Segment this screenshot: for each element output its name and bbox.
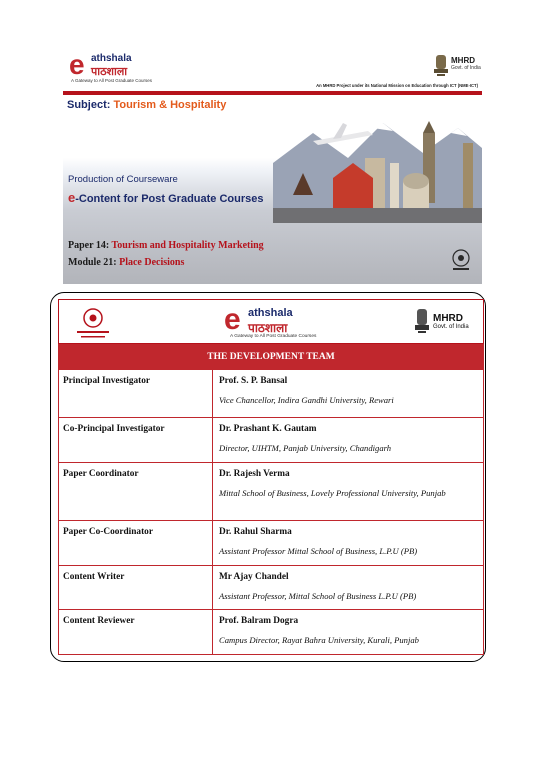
column-divider: [212, 521, 213, 565]
module-line: [68, 257, 184, 268]
role-label: Content Writer: [63, 572, 125, 582]
column-divider: [212, 370, 213, 417]
column-divider: [212, 463, 213, 520]
mhrd-subtitle: Govt. of India: [433, 324, 469, 330]
logo-tagline: A Gateway to All Post Graduate Courses: [230, 334, 317, 339]
role-label: Paper Coordinator: [63, 469, 139, 479]
member-designation: Assistant Professor Mittal School of Business, L.P.U (PB): [219, 546, 418, 556]
member-designation: Assistant Professor, Mittal School of Business L.P.U (PB): [219, 591, 417, 601]
development-team-table: [58, 299, 484, 655]
ugc-logo-icon: [67, 307, 119, 341]
team-row-paper-coordinator: [58, 463, 484, 521]
national-emblem-icon: [414, 307, 430, 337]
column-divider: [212, 566, 213, 609]
mhrd-subtitle: Govt. of India: [451, 65, 481, 71]
team-row-paper-co-coordinator: [58, 521, 484, 566]
banner-red-bar: [63, 91, 482, 95]
column-divider: [212, 418, 213, 462]
mhrd-logo: [414, 307, 480, 341]
module-label: Module 21:: [68, 257, 117, 268]
econtent-text: [68, 190, 263, 205]
econtent-label: -Content for Post Graduate Courses: [75, 193, 264, 205]
production-text: Production of Courseware: [68, 174, 178, 185]
ugc-emblem-icon: [449, 249, 473, 271]
role-label: Paper Co-Coordinator: [63, 527, 153, 537]
team-row-principal-investigator: [58, 370, 484, 418]
member-designation: Vice Chancellor, Indira Gandhi University, Rewari: [219, 395, 394, 405]
paper-title: Tourism and Hospitality Marketing: [111, 240, 264, 251]
mission-text: An MHRD Project under its National Mission on Education through ICT (NME-ICT): [316, 83, 478, 88]
travel-landmarks-illustration: [273, 103, 482, 223]
paper-label: Paper 14:: [68, 240, 110, 251]
member-name: Dr. Rajesh Verma: [219, 469, 290, 479]
member-designation: Mittal School of Business, Lovely Professional University, Punjab: [219, 488, 446, 498]
national-emblem-icon: [433, 53, 449, 79]
development-team-heading: THE DEVELOPMENT TEAM: [58, 344, 484, 370]
team-row-content-writer: [58, 566, 484, 610]
epathshala-e-icon: e: [224, 303, 241, 336]
logo-hindi: पाठशाला: [91, 65, 128, 78]
subject-value: Tourism & Hospitality: [113, 99, 227, 111]
mhrd-title: MHRD: [451, 56, 475, 65]
logo-hindi: पाठशाला: [248, 321, 288, 335]
econtent-e-icon: e: [68, 190, 76, 205]
epathshala-logo: [69, 51, 165, 89]
cover-banner: [63, 41, 482, 284]
logo-name: athshala: [91, 53, 132, 64]
mhrd-title: MHRD: [433, 313, 463, 324]
member-name: Dr. Prashant K. Gautam: [219, 424, 317, 434]
subject-line: [67, 99, 226, 111]
paper-line: [68, 240, 264, 251]
member-name: Mr Ajay Chandel: [219, 572, 289, 582]
member-name: Prof. S. P. Bansal: [219, 376, 288, 386]
subject-label: Subject:: [67, 99, 111, 111]
module-title: Place Decisions: [119, 257, 185, 268]
role-label: Co-Principal Investigator: [63, 424, 165, 434]
role-label: Content Reviewer: [63, 616, 135, 626]
mhrd-label: [451, 56, 481, 71]
logo-tagline: A Gateway to All Post Graduate Courses: [71, 78, 153, 83]
team-row-co-principal-investigator: [58, 418, 484, 463]
logo-name: athshala: [248, 307, 293, 319]
column-divider: [212, 610, 213, 654]
member-designation: Campus Director, Rayat Bahra University, Kurali, Punjab: [219, 635, 419, 645]
role-label: Principal Investigator: [63, 376, 151, 386]
team-row-content-reviewer: [58, 610, 484, 655]
member-name: Dr. Rahul Sharma: [219, 527, 292, 537]
team-logos-row: [58, 299, 484, 344]
epathshala-e-icon: e: [69, 49, 85, 80]
member-designation: Director, UIHTM, Panjab University, Chandigarh: [219, 443, 392, 453]
member-name: Prof. Balram Dogra: [219, 616, 299, 626]
epathshala-logo: [224, 303, 334, 340]
